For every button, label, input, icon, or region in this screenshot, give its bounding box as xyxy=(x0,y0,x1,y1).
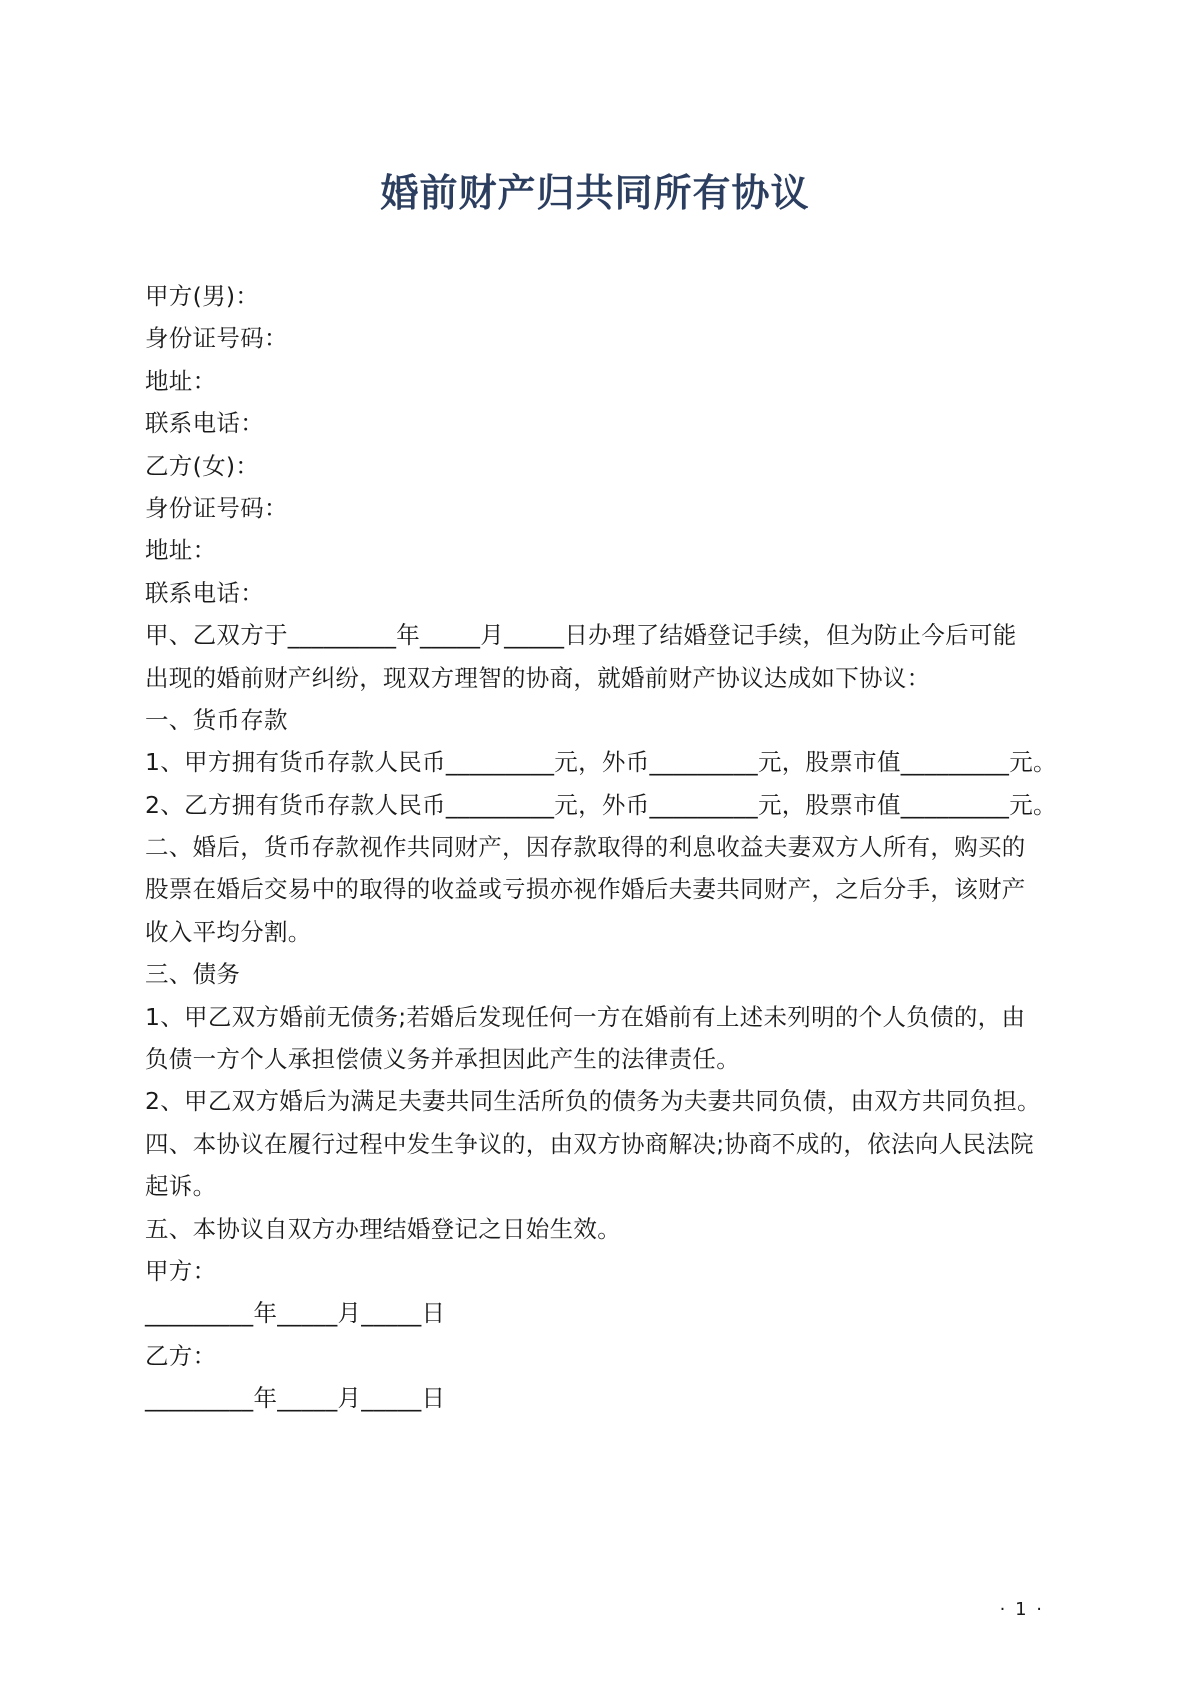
party-b-label: 乙方(女)： xyxy=(145,451,260,480)
party-a-id-label: 身份证号码： xyxy=(145,324,288,353)
document-title: 婚前财产归共同所有协议 xyxy=(380,171,810,215)
section-2-line-2: 股票在婚后交易中的取得的收益或亏损亦视作婚后夫妻共同财产，之后分手，该财产 xyxy=(145,875,1026,904)
document-body xyxy=(145,275,1057,1420)
party-a-address-label: 地址： xyxy=(145,366,217,395)
page-number: · 1 · xyxy=(999,1599,1044,1620)
section-4-line-2: 起诉。 xyxy=(145,1172,217,1201)
section-4-line-1: 四、本协议在履行过程中发生争议的，由双方协商解决;协商不成的，依法向人民法院 xyxy=(145,1129,1034,1158)
clause-1-1: 1、甲方拥有货币存款人民币_________元，外币_________元，股票市值_________元。 xyxy=(145,748,1057,777)
signature-party-a-date: _________年_____月_____日 xyxy=(145,1299,446,1328)
section-3-heading: 三、债务 xyxy=(145,960,241,989)
party-a-phone-label: 联系电话： xyxy=(145,409,264,438)
signature-party-a-label: 甲方： xyxy=(145,1256,217,1285)
signature-party-b-date: _________年_____月_____日 xyxy=(145,1384,446,1413)
clause-3-1-line-2: 负债一方个人承担偿债义务并承担因此产生的法律责任。 xyxy=(145,1045,740,1074)
clause-3-1-line-1: 1、甲乙双方婚前无债务;若婚后发现任何一方在婚前有上述未列明的个人负债的，由 xyxy=(145,1002,1026,1031)
section-1-heading: 一、货币存款 xyxy=(145,705,288,734)
clause-1-2: 2、乙方拥有货币存款人民币_________元，外币_________元，股票市值_________元。 xyxy=(145,790,1057,819)
clause-3-2: 2、甲乙双方婚后为满足夫妻共同生活所负的债务为夫妻共同负债，由双方共同负担。 xyxy=(145,1087,1041,1116)
signature-party-b-label: 乙方： xyxy=(145,1341,217,1370)
section-5: 五、本协议自双方办理结婚登记之日始生效。 xyxy=(145,1214,621,1243)
section-2-line-1: 二、婚后，货币存款视作共同财产，因存款取得的利息收益夫妻双方人所有，购买的 xyxy=(145,833,1026,862)
party-a-label: 甲方(男)： xyxy=(145,282,260,310)
preamble-line-2: 出现的婚前财产纠纷，现双方理智的协商，就婚前财产协议达成如下协议： xyxy=(145,663,931,692)
party-b-phone-label: 联系电话： xyxy=(145,578,264,607)
party-b-address-label: 地址： xyxy=(145,536,217,565)
section-2-line-3: 收入平均分割。 xyxy=(145,917,312,946)
preamble-line-1: 甲、乙双方于_________年_____月_____日办理了结婚登记手续，但为防止今后可能 xyxy=(145,621,1017,650)
party-b-id-label: 身份证号码： xyxy=(145,493,288,522)
